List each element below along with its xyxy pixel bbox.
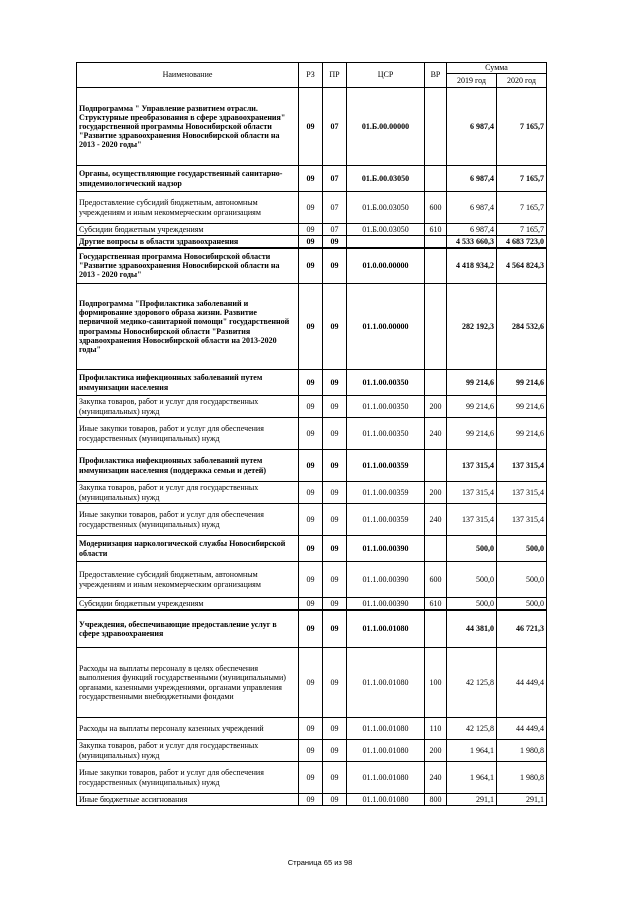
cell-vr: 240 xyxy=(425,504,447,536)
cell-value-2020: 500,0 xyxy=(497,536,547,562)
cell-value-2020: 1 980,8 xyxy=(497,740,547,762)
cell-value-2020: 99 214,6 xyxy=(497,396,547,418)
table-row xyxy=(77,648,547,718)
cell-value-2019: 99 214,6 xyxy=(447,370,497,396)
cell-rz: 09 xyxy=(299,598,323,610)
row-name: Иные закупки товаров, работ и услуг для обеспечения государственных (муниципальных) нужд xyxy=(77,762,299,794)
cell-vr xyxy=(425,370,447,396)
cell-value-2019: 99 214,6 xyxy=(447,396,497,418)
cell-value-2019: 500,0 xyxy=(447,598,497,610)
cell-value-2019: 137 315,4 xyxy=(447,504,497,536)
cell-value-2020: 99 214,6 xyxy=(497,418,547,450)
cell-csr xyxy=(347,236,425,248)
cell-rz: 09 xyxy=(299,88,323,166)
cell-vr: 610 xyxy=(425,224,447,236)
cell-value-2020: 137 315,4 xyxy=(497,482,547,504)
row-name: Модернизация наркологической службы Новосибирской области xyxy=(77,536,299,562)
row-name: Расходы на выплаты персоналу в целях обеспечения выполнения функций государственными (муниципальными) органами, казенными учреждениями, органами управления государственными внебюджетными фондами xyxy=(77,648,299,718)
cell-pr: 09 xyxy=(323,418,347,450)
cell-csr: 01.0.00.00000 xyxy=(347,248,425,284)
cell-vr: 100 xyxy=(425,648,447,718)
cell-vr xyxy=(425,536,447,562)
row-name: Закупка товаров, работ и услуг для государственных (муниципальных) нужд xyxy=(77,396,299,418)
cell-pr: 07 xyxy=(323,224,347,236)
cell-rz: 09 xyxy=(299,482,323,504)
table-row xyxy=(77,504,547,536)
cell-rz: 09 xyxy=(299,236,323,248)
page-number: Страница 65 из 98 xyxy=(287,858,353,867)
cell-vr: 610 xyxy=(425,598,447,610)
cell-rz: 09 xyxy=(299,166,323,192)
cell-rz: 09 xyxy=(299,762,323,794)
cell-value-2020: 1 980,8 xyxy=(497,762,547,794)
cell-pr: 09 xyxy=(323,504,347,536)
cell-value-2019: 4 418 934,2 xyxy=(447,248,497,284)
cell-value-2019: 6 987,4 xyxy=(447,88,497,166)
table-row xyxy=(77,762,547,794)
cell-vr xyxy=(425,284,447,370)
cell-rz: 09 xyxy=(299,192,323,224)
cell-value-2020: 4 564 824,3 xyxy=(497,248,547,284)
cell-vr: 200 xyxy=(425,482,447,504)
cell-value-2020: 7 165,7 xyxy=(497,166,547,192)
cell-rz: 09 xyxy=(299,718,323,740)
cell-vr xyxy=(425,610,447,648)
cell-pr: 09 xyxy=(323,370,347,396)
cell-value-2019: 500,0 xyxy=(447,562,497,598)
row-name: Подпрограмма " Управление развитием отрасли. Структурные преобразования в сфере здравоохранения" государственной программы Новосибирской области "Развитие здравоохранения Новосибирской области на 2013 - 2020 годы" xyxy=(77,88,299,166)
cell-value-2020: 99 214,6 xyxy=(497,370,547,396)
cell-csr: 01.1.00.00390 xyxy=(347,562,425,598)
table-row xyxy=(77,192,547,224)
row-name: Предоставление субсидий бюджетным, автономным учреждениям и иным некоммерческим организациям xyxy=(77,192,299,224)
table-row xyxy=(77,88,547,166)
cell-pr: 09 xyxy=(323,248,347,284)
cell-value-2019: 44 381,0 xyxy=(447,610,497,648)
table-row xyxy=(77,794,547,806)
row-name: Иные закупки товаров, работ и услуг для обеспечения государственных (муниципальных) нужд xyxy=(77,418,299,450)
row-name: Закупка товаров, работ и услуг для государственных (муниципальных) нужд xyxy=(77,482,299,504)
cell-value-2019: 291,1 xyxy=(447,794,497,806)
cell-rz: 09 xyxy=(299,794,323,806)
cell-csr: 01.1.00.01080 xyxy=(347,648,425,718)
row-name: Профилактика инфекционных заболеваний путем иммунизации населения xyxy=(77,370,299,396)
header-2019: 2019 год xyxy=(447,74,497,88)
cell-csr: 01.1.00.00000 xyxy=(347,284,425,370)
cell-rz: 09 xyxy=(299,248,323,284)
cell-value-2020: 137 315,4 xyxy=(497,450,547,482)
cell-value-2020: 500,0 xyxy=(497,598,547,610)
cell-value-2019: 137 315,4 xyxy=(447,482,497,504)
cell-csr: 01.1.00.01080 xyxy=(347,610,425,648)
cell-pr: 09 xyxy=(323,762,347,794)
cell-value-2019: 1 964,1 xyxy=(447,740,497,762)
cell-value-2020: 44 449,4 xyxy=(497,718,547,740)
cell-pr: 09 xyxy=(323,740,347,762)
cell-pr: 09 xyxy=(323,598,347,610)
cell-csr: 01.1.00.00350 xyxy=(347,396,425,418)
cell-vr xyxy=(425,166,447,192)
cell-csr: 01.1.00.01080 xyxy=(347,740,425,762)
cell-value-2020: 137 315,4 xyxy=(497,504,547,536)
cell-pr: 09 xyxy=(323,648,347,718)
cell-pr: 09 xyxy=(323,536,347,562)
cell-pr: 09 xyxy=(323,482,347,504)
cell-csr: 01.1.00.01080 xyxy=(347,762,425,794)
cell-csr: 01.1.00.00390 xyxy=(347,536,425,562)
cell-csr: 01.Б.00.03050 xyxy=(347,224,425,236)
cell-pr: 09 xyxy=(323,396,347,418)
cell-value-2020: 291,1 xyxy=(497,794,547,806)
table-row xyxy=(77,610,547,648)
cell-value-2019: 99 214,6 xyxy=(447,418,497,450)
cell-pr: 09 xyxy=(323,718,347,740)
budget-table xyxy=(76,62,547,806)
cell-csr: 01.1.00.00359 xyxy=(347,482,425,504)
cell-pr: 09 xyxy=(323,450,347,482)
table-row xyxy=(77,536,547,562)
cell-value-2019: 137 315,4 xyxy=(447,450,497,482)
table-row xyxy=(77,284,547,370)
cell-rz: 09 xyxy=(299,610,323,648)
cell-pr: 07 xyxy=(323,88,347,166)
cell-value-2019: 500,0 xyxy=(447,536,497,562)
cell-value-2020: 500,0 xyxy=(497,562,547,598)
cell-csr: 01.1.00.00350 xyxy=(347,370,425,396)
row-name: Другие вопросы в области здравоохранения xyxy=(77,236,299,248)
cell-csr: 01.1.00.00359 xyxy=(347,450,425,482)
row-name: Закупка товаров, работ и услуг для государственных (муниципальных) нужд xyxy=(77,740,299,762)
cell-value-2020: 4 683 723,0 xyxy=(497,236,547,248)
row-name: Иные закупки товаров, работ и услуг для обеспечения государственных (муниципальных) нужд xyxy=(77,504,299,536)
cell-csr: 01.1.00.01080 xyxy=(347,794,425,806)
cell-value-2020: 284 532,6 xyxy=(497,284,547,370)
header-vr: ВР xyxy=(425,63,447,88)
cell-vr: 200 xyxy=(425,740,447,762)
cell-rz: 09 xyxy=(299,562,323,598)
table-body xyxy=(77,88,547,806)
cell-csr: 01.Б.00.03050 xyxy=(347,192,425,224)
cell-pr: 09 xyxy=(323,562,347,598)
cell-csr: 01.1.00.00350 xyxy=(347,418,425,450)
cell-vr xyxy=(425,450,447,482)
table-row xyxy=(77,598,547,610)
cell-rz: 09 xyxy=(299,740,323,762)
row-name: Иные бюджетные ассигнования xyxy=(77,794,299,806)
table-row xyxy=(77,166,547,192)
row-name: Расходы на выплаты персоналу казенных учреждений xyxy=(77,718,299,740)
cell-value-2020: 7 165,7 xyxy=(497,88,547,166)
cell-rz: 09 xyxy=(299,224,323,236)
cell-value-2019: 42 125,8 xyxy=(447,718,497,740)
cell-vr: 240 xyxy=(425,418,447,450)
table-row xyxy=(77,224,547,236)
cell-value-2019: 6 987,4 xyxy=(447,192,497,224)
header-2020: 2020 год xyxy=(497,74,547,88)
cell-rz: 09 xyxy=(299,536,323,562)
row-name: Субсидии бюджетным учреждениям xyxy=(77,224,299,236)
row-name: Учреждения, обеспечивающие предоставление услуг в сфере здравоохранения xyxy=(77,610,299,648)
table-row xyxy=(77,450,547,482)
cell-vr: 200 xyxy=(425,396,447,418)
header-pr: ПР xyxy=(323,63,347,88)
header-csr: ЦСР xyxy=(347,63,425,88)
row-name: Субсидии бюджетным учреждениям xyxy=(77,598,299,610)
cell-csr: 01.1.00.00390 xyxy=(347,598,425,610)
cell-vr: 110 xyxy=(425,718,447,740)
cell-value-2019: 282 192,3 xyxy=(447,284,497,370)
cell-csr: 01.Б.00.03050 xyxy=(347,166,425,192)
cell-pr: 07 xyxy=(323,192,347,224)
cell-rz: 09 xyxy=(299,504,323,536)
table-row xyxy=(77,418,547,450)
cell-value-2020: 7 165,7 xyxy=(497,224,547,236)
table-row xyxy=(77,248,547,284)
cell-csr: 01.1.00.00359 xyxy=(347,504,425,536)
table-row xyxy=(77,370,547,396)
cell-pr: 09 xyxy=(323,236,347,248)
cell-value-2020: 46 721,3 xyxy=(497,610,547,648)
cell-value-2019: 6 987,4 xyxy=(447,224,497,236)
cell-vr: 600 xyxy=(425,562,447,598)
table-row xyxy=(77,740,547,762)
table-row xyxy=(77,718,547,740)
header-name: Наименование xyxy=(77,63,299,88)
row-name: Государственная программа Новосибирской области "Развитие здравоохранения Новосибирской области на 2013 - 2020 годы" xyxy=(77,248,299,284)
cell-csr: 01.Б.00.00000 xyxy=(347,88,425,166)
cell-value-2019: 4 533 660,3 xyxy=(447,236,497,248)
cell-value-2019: 6 987,4 xyxy=(447,166,497,192)
table-row xyxy=(77,562,547,598)
cell-pr: 07 xyxy=(323,166,347,192)
row-name: Органы, осуществляющие государственный санитарно-эпидемиологический надзор xyxy=(77,166,299,192)
cell-value-2019: 1 964,1 xyxy=(447,762,497,794)
row-name: Подпрограмма "Профилактика заболеваний и формирование здорового образа жизни. Развитие первичной медико-санитарной помощи" государственной программы Новосибирской области "Развития здравоохранения Новосибирской области на 2013-2020 годы" xyxy=(77,284,299,370)
cell-rz: 09 xyxy=(299,396,323,418)
table-row xyxy=(77,236,547,248)
cell-value-2020: 7 165,7 xyxy=(497,192,547,224)
cell-vr xyxy=(425,248,447,284)
cell-value-2020: 44 449,4 xyxy=(497,648,547,718)
table-row xyxy=(77,482,547,504)
cell-csr: 01.1.00.01080 xyxy=(347,718,425,740)
table-row xyxy=(77,396,547,418)
cell-rz: 09 xyxy=(299,284,323,370)
header-sum: Сумма xyxy=(447,63,547,74)
row-name: Профилактика инфекционных заболеваний путем иммунизации населения (поддержка семьи и детей) xyxy=(77,450,299,482)
cell-rz: 09 xyxy=(299,450,323,482)
cell-vr xyxy=(425,88,447,166)
cell-pr: 09 xyxy=(323,794,347,806)
cell-rz: 09 xyxy=(299,418,323,450)
cell-rz: 09 xyxy=(299,370,323,396)
cell-pr: 09 xyxy=(323,610,347,648)
cell-pr: 09 xyxy=(323,284,347,370)
row-name: Предоставление субсидий бюджетным, автономным учреждениям и иным некоммерческим организациям xyxy=(77,562,299,598)
header-rz: РЗ xyxy=(299,63,323,88)
cell-rz: 09 xyxy=(299,648,323,718)
cell-vr xyxy=(425,236,447,248)
cell-vr: 600 xyxy=(425,192,447,224)
cell-vr: 800 xyxy=(425,794,447,806)
cell-vr: 240 xyxy=(425,762,447,794)
cell-value-2019: 42 125,8 xyxy=(447,648,497,718)
